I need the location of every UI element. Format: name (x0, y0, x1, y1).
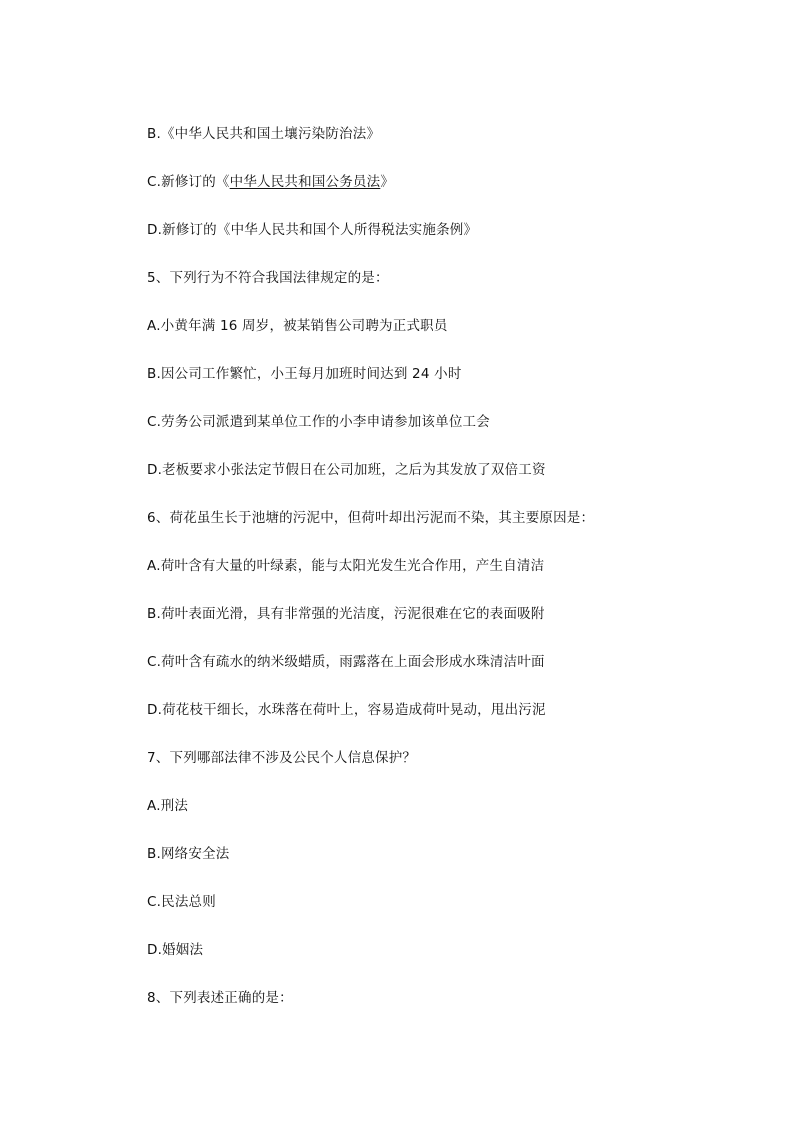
question-7: 7、下列哪部法律不涉及公民个人信息保护？ (147, 750, 417, 766)
option-d-tax-regulation: D.新修订的《中华人民共和国个人所得税法实施条例》 (147, 222, 478, 238)
question-6: 6、荷花虽生长于池塘的污泥中，但荷叶却出污泥而不染，其主要原因是： (147, 510, 595, 526)
question-6-option-d: D.荷花枝干细长，水珠落在荷叶上，容易造成荷叶晃动，甩出污泥 (147, 702, 546, 718)
question-8: 8、下列表述正确的是： (147, 990, 293, 1006)
question-7-option-a: A.刑法 (147, 798, 189, 814)
question-6-option-a: A.荷叶含有大量的叶绿素，能与太阳光发生光合作用，产生自清洁 (147, 558, 545, 574)
question-7-option-b: B.网络安全法 (147, 846, 230, 862)
question-5: 5、下列行为不符合我国法律规定的是： (147, 270, 389, 286)
question-6-option-b: B.荷叶表面光滑，具有非常强的光洁度，污泥很难在它的表面吸附 (147, 606, 545, 622)
question-7-option-c: C.民法总则 (147, 894, 216, 910)
civil-servant-law-link[interactable]: 中华人民共和国公务员法 (229, 174, 381, 190)
question-5-option-b: B.因公司工作繁忙，小王每月加班时间达到 24 小时 (147, 366, 462, 382)
question-5-option-d: D.老板要求小张法定节假日在公司加班，之后为其发放了双倍工资 (147, 462, 546, 478)
option-c-civil-servant-law (147, 172, 394, 192)
question-6-option-c: C.荷叶含有疏水的纳米级蜡质，雨露落在上面会形成水珠清洁叶面 (147, 654, 545, 670)
option-c-suffix: 》 (380, 174, 395, 190)
question-5-option-c: C.劳务公司派遣到某单位工作的小李申请参加该单位工会 (147, 414, 490, 430)
question-5-option-a: A.小黄年满 16 周岁，被某销售公司聘为正式职员 (147, 318, 448, 334)
option-c-prefix: C.新修订的《 (147, 174, 230, 190)
question-7-option-d: D.婚姻法 (147, 942, 204, 958)
option-b-soil-law: B.《中华人民共和国土壤污染防治法》 (147, 126, 381, 142)
